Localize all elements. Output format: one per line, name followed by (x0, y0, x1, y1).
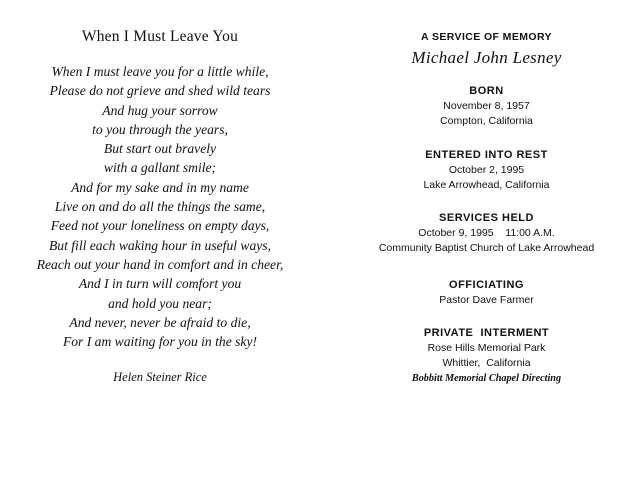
service-title: A SERVICE OF MEMORY (421, 31, 552, 43)
poem-line: When I must leave you for a little while, (51, 64, 269, 79)
interment-city: Whittier, California (442, 357, 531, 369)
interment-heading: PRIVATE INTERMENT (423, 327, 550, 339)
poem-line: And hug your sorrow (102, 102, 218, 118)
death-place: Lake Arrowhead, California (423, 179, 550, 191)
birth-date: November 8, 1957 (443, 100, 530, 112)
poem-line: to you through the years, (92, 121, 228, 137)
service-place: Community Baptist Church of Lake Arrowhead (378, 242, 595, 254)
service-date-time: October 9, 1995 11:00 A.M. (418, 227, 555, 239)
poem-line: But fill each waking hour in useful ways, (48, 237, 271, 253)
poem-line: For I am waiting for you in the sky! (62, 334, 258, 350)
entered-rest-section (335, 148, 638, 193)
birth-place: Compton, California (440, 115, 533, 127)
officiant-name: Pastor Dave Farmer (439, 294, 534, 306)
services-held-heading: SERVICES HELD (439, 212, 534, 224)
born-section (335, 84, 638, 129)
interment-place: Rose Hills Memorial Park (427, 342, 546, 354)
service-panel (335, 0, 638, 480)
poem-line: Reach out your hand in comfort and in cheer, (36, 256, 284, 272)
poem-line: Live on and do all the things the same, (54, 199, 266, 215)
born-heading: BORN (469, 85, 504, 97)
deceased-name: Michael John Lesney (411, 48, 562, 67)
poem-line: And never, never be afraid to die, (69, 314, 251, 330)
poem-line: Feed not your loneliness on empty days, (50, 218, 270, 234)
poem-line: Please do not grieve and shed wild tears (49, 83, 271, 99)
interment-section (335, 326, 638, 371)
entered-rest-heading: ENTERED INTO REST (425, 149, 548, 161)
poem-author: Helen Steiner Rice (113, 370, 207, 384)
death-date: October 2, 1995 (448, 164, 525, 176)
officiating-section (335, 278, 638, 308)
officiating-heading: OFFICIATING (449, 279, 524, 291)
poem-line: But start out bravely (103, 141, 217, 157)
poem-text (0, 62, 320, 351)
poem-line: with a gallant smile; (103, 160, 217, 176)
poem-line: and hold you near; (108, 295, 212, 311)
directing-note: Bobbitt Memorial Chapel Directing (411, 373, 562, 384)
services-held-section (335, 211, 638, 256)
poem-line: And for my sake and in my name (71, 179, 249, 195)
poem-line: And I in turn will comfort you (78, 276, 242, 292)
poem-title: When I Must Leave You (81, 28, 239, 45)
